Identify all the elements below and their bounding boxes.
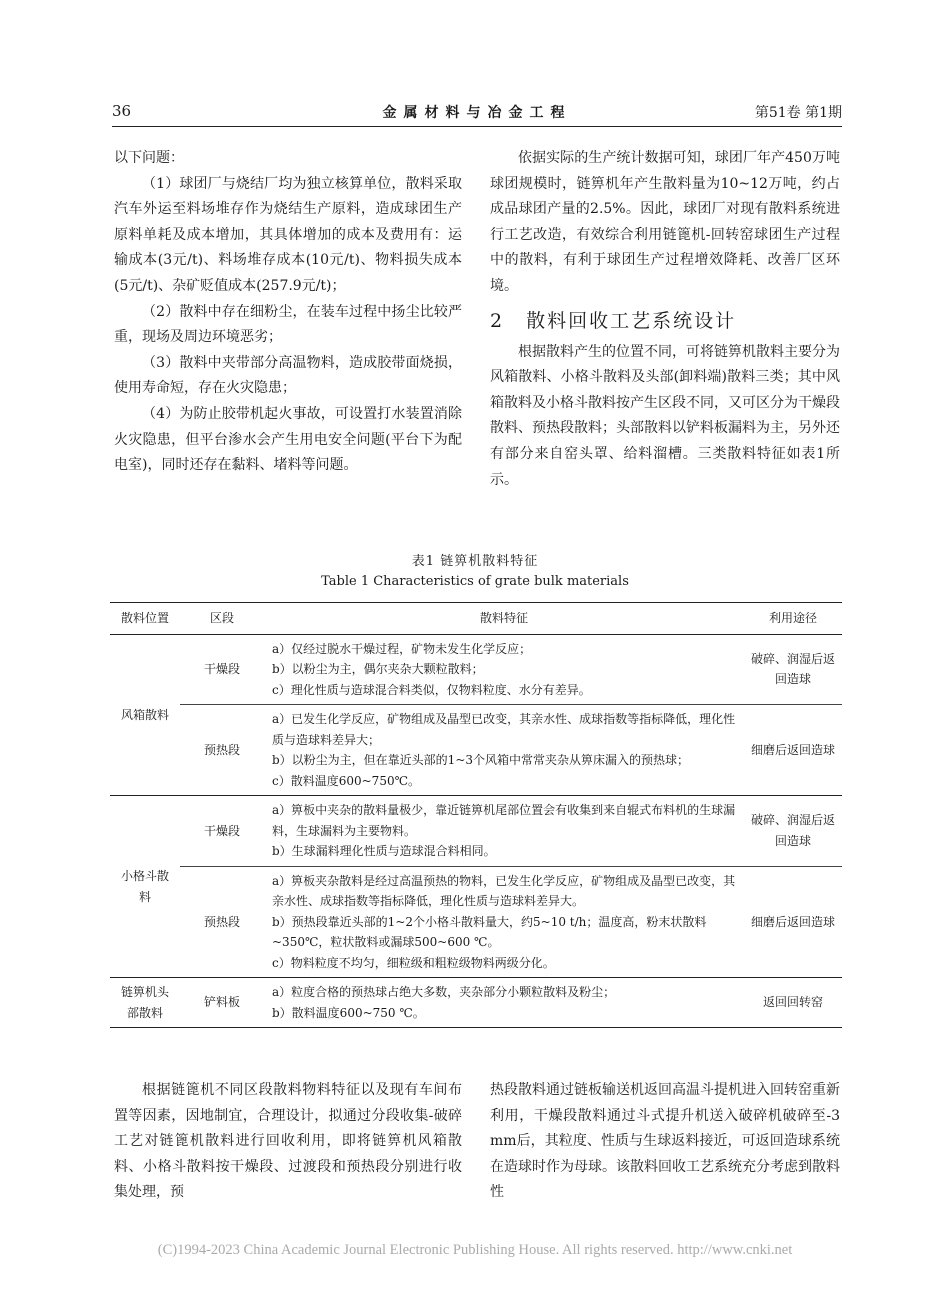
copyright-footer: (C)1994-2023 China Academic Journal Electronic Publishing House. All rights reserved. http://www.cnki.net [157, 1242, 793, 1258]
feature-line: c）散料温度600~750℃。 [272, 773, 421, 788]
section-cell: 铲料板 [180, 978, 264, 1028]
feature-line: b）以粉尘为主，但在靠近头部的1~3个风箱中常常夹杂从箅床漏入的预热球； [272, 753, 690, 767]
section-title: 散料回收工艺系统设计 [526, 309, 737, 332]
table-row [110, 634, 842, 705]
section-cell: 预热段 [180, 866, 264, 978]
features-cell [264, 796, 744, 867]
header-features: 散料特征 [264, 603, 744, 635]
header-location: 散料位置 [110, 603, 180, 635]
table-header-row [110, 603, 842, 635]
left-column-top [114, 146, 462, 479]
paragraph: （4）为防止胶带机起火事故，可设置打水装置消除火灾隐患，但平台渗水会产生用电安全问题(平台下为配电室)，同时还存在黏料、堵料等问题。 [114, 405, 462, 474]
feature-line: b）生球漏料理化性质与造球混合料相同。 [272, 844, 496, 858]
section-cell: 预热段 [180, 705, 264, 796]
feature-line: a）箅板夹杂散料是经过高温预热的物料，已发生化学反应，矿物组成及晶型已改变，其亲水性、成球指数等指标降低，理化性质与造球料差异大。 [272, 873, 736, 908]
use-cell: 破碎、润湿后返回造球 [750, 651, 835, 687]
header-section: 区段 [180, 603, 264, 635]
table-caption-cn: 表1 链箅机散料特征 [411, 554, 539, 569]
feature-line: b）预热段靠近头部的1~2个小格斗散料量大，约5~10 t/h；温度高，粉末状散料~350℃，粒状散料或漏球500~600 ℃。 [272, 914, 707, 949]
feature-line: a）仅经过脱水干燥过程，矿物未发生化学反应； [272, 641, 532, 656]
section-cell: 干燥段 [180, 796, 264, 867]
section-number: 2 [490, 309, 505, 332]
right-column-top [490, 146, 840, 493]
location-cell: 链箅机头部散料 [110, 978, 180, 1028]
bulk-materials-table [110, 602, 842, 1028]
feature-line: b）散料温度600~750 ℃。 [272, 1005, 425, 1020]
right-column-bottom [490, 1078, 840, 1206]
table-row [110, 705, 842, 796]
location-cell: 风箱散料 [120, 707, 169, 722]
page-header [112, 100, 842, 127]
use-cell: 细磨后返回造球 [744, 866, 842, 978]
table-row [110, 978, 842, 1028]
section-cell: 干燥段 [203, 662, 240, 676]
features-cell [264, 866, 744, 978]
use-cell: 破碎、润湿后返回造球 [744, 796, 842, 867]
feature-line: c）物料粒度不均匀，细粒级和粗粒级物料两级分化。 [272, 955, 555, 970]
location-cell: 小格斗散料 [110, 796, 180, 978]
feature-line: a）已发生化学反应，矿物组成及晶型已改变，其亲水性、成球指数等指标降低，理化性质与造球料差异大； [272, 712, 736, 747]
features-cell [264, 978, 744, 1028]
paragraph: 依据实际的生产统计数据可知，球团厂年产450万吨球团规模时，链箅机年产生散料量为10~12万吨，约占成品球团产量的2.5%。因此，球团厂对现有散料系统进行工艺改造，有效综合利用链篦机-回转窑球团生产过程中的散料，有利于球团生产过程增效降耗、改善厂区环境。 [490, 150, 840, 294]
paragraph: 以下问题： [114, 150, 184, 166]
header-use: 利用途径 [744, 603, 842, 635]
paragraph: 热段散料通过链板输送机返回高温斗提机进入回转窑重新利用，干燥段散料通过斗式提升机送入破碎机破碎至-3 mm后，其粒度、性质与生球返料接近，可返回造球系统在造球时作为母球。该散料回收工艺系统充分考虑到散料性 [490, 1082, 840, 1201]
page-number: 36 [112, 102, 132, 120]
use-cell: 返回回转窑 [744, 978, 842, 1028]
features-cell [264, 705, 744, 796]
paragraph: （3）散料中夹带部分高温物料，造成胶带面烧损，使用寿命短，存在火灾隐患； [114, 354, 462, 397]
paragraph: （1）球团厂与烧结厂均为独立核算单位，散料采取汽车外运至料场堆存作为烧结生产原料，造成球团生产原料单耗及成本增加，其具体增加的成本及费用有：运输成本(3元/t)、料场堆存成本(10元/t)、物料损失成本(5元/t)、杂矿贬值成本(257.9元/t)； [114, 175, 462, 294]
section-heading [490, 307, 840, 335]
features-cell [264, 634, 744, 705]
paragraph: （2）散料中存在细粉尘，在装车过程中扬尘比较严重，现场及周边环境恶劣； [114, 303, 462, 346]
issue-info: 第51卷 第1期 [754, 105, 842, 121]
table-row [110, 796, 842, 867]
feature-line: a）箅板中夹杂的散料量极少，靠近链箅机尾部位置会有收集到来自辊式布料机的生球漏料，生球漏料为主要物料。 [272, 803, 736, 838]
paragraph: 根据散料产生的位置不同，可将链箅机散料主要分为风箱散料、小格斗散料及头部(卸料端)散料三类；其中风箱散料及小格斗散料按产生区段不同，又可区分为干燥段散料、预热段散料；头部散料以铲料板漏料为主，另外还有部分来自窑头罩、给料溜槽。三类散料特征如表1所示。 [490, 343, 840, 488]
paragraph: 根据链篦机不同区段散料物料特征以及现有车间布置等因素，因地制宜，合理设计，拟通过分段收集-破碎工艺对链篦机散料进行回收利用，即将链箅机风箱散料、小格斗散料按干燥段、过渡段和预热段分别进行收集处理，预 [114, 1082, 462, 1201]
table-caption-en: Table 1 Characteristics of grate bulk materials [321, 574, 629, 589]
table-row [110, 866, 842, 978]
feature-line: b）以粉尘为主，偶尔夹杂大颗粒散料； [272, 662, 484, 676]
use-cell: 细磨后返回造球 [744, 705, 842, 796]
feature-line: c）理化性质与造球混合料类似，仅物料粒度、水分有差异。 [272, 682, 591, 697]
feature-line: a）粒度合格的预热球占绝大多数，夹杂部分小颗粒散料及粉尘； [272, 985, 616, 999]
journal-title: 金属材料与冶金工程 [382, 105, 572, 121]
left-column-bottom [114, 1078, 462, 1206]
